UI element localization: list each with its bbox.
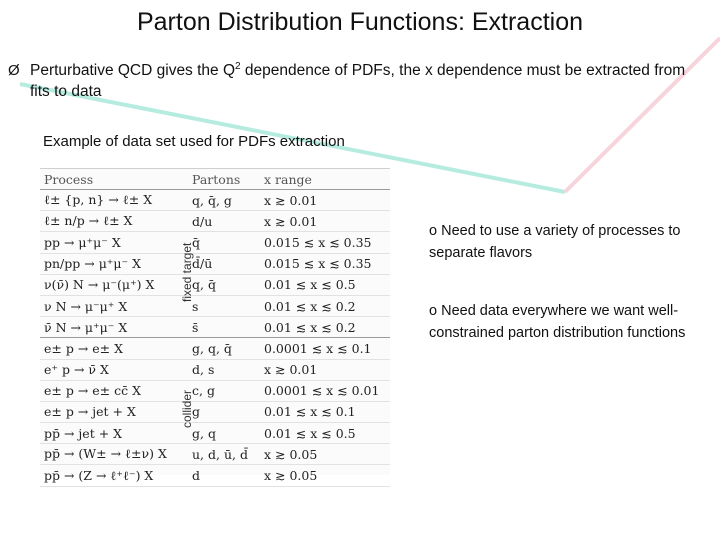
table-caption: Example of data set used for PDFs extraction xyxy=(43,133,345,150)
slide-title: Parton Distribution Functions: Extraction xyxy=(136,8,584,36)
table-row xyxy=(40,253,390,274)
bullet-arrow-icon: Ø xyxy=(8,62,20,79)
cell-process: ν N → μ⁻μ⁺ X xyxy=(40,295,188,316)
cell-process: pp̄ → jet + X xyxy=(40,423,188,444)
table-row xyxy=(40,338,390,359)
column-header-process: Process xyxy=(40,169,188,190)
cell-partons: g, q xyxy=(188,423,260,444)
cell-process: e± p → e± X xyxy=(40,338,188,359)
cell-x-range: 0.01 ≲ x ≲ 0.1 xyxy=(260,401,390,422)
main-bullet xyxy=(8,60,708,102)
cell-partons: d̄/ū xyxy=(188,253,260,274)
cell-x-range: x ≳ 0.01 xyxy=(260,190,390,211)
cell-process: ν̄ N → μ⁺μ⁻ X xyxy=(40,317,188,338)
cell-process: ℓ± {p, n} → ℓ± X xyxy=(40,190,188,211)
cell-x-range: 0.015 ≲ x ≲ 0.35 xyxy=(260,253,390,274)
cell-partons: d, s xyxy=(188,359,260,380)
cell-partons: u, d, ū, d̄ xyxy=(188,444,260,465)
cell-partons: c, g xyxy=(188,380,260,401)
cell-partons: q, q̄ xyxy=(188,274,260,295)
collider-label: collider xyxy=(180,389,194,428)
cell-process: pp̄ → (W± → ℓ±ν) X xyxy=(40,444,188,465)
cell-partons: g, q, q̄ xyxy=(188,338,260,359)
table-row xyxy=(40,359,390,380)
table-row xyxy=(40,401,390,422)
pdf-data-table-image xyxy=(40,168,390,484)
cell-process: e⁺ p → ν̄ X xyxy=(40,359,188,380)
cell-process: pp̄ → (Z → ℓ⁺ℓ⁻) X xyxy=(40,465,188,486)
cell-process: pn/pp → μ⁺μ⁻ X xyxy=(40,253,188,274)
cell-process: pp → μ⁺μ⁻ X xyxy=(40,232,188,253)
table-row xyxy=(40,274,390,295)
cell-x-range: 0.0001 ≲ x ≲ 0.01 xyxy=(260,380,390,401)
cell-x-range: x ≳ 0.01 xyxy=(260,359,390,380)
table-row xyxy=(40,444,390,465)
cell-process: ν(ν̄) N → μ⁻(μ⁺) X xyxy=(40,274,188,295)
cell-partons: q, q̄, g xyxy=(188,190,260,211)
cell-x-range: 0.01 ≲ x ≲ 0.5 xyxy=(260,274,390,295)
side-note-flavors: o Need to use a variety of processes to separate flavors xyxy=(429,223,681,261)
table-row xyxy=(40,295,390,316)
cell-partons: s̄ xyxy=(188,317,260,338)
fixed-target-label: fixed target xyxy=(180,242,194,302)
cell-x-range: x ≳ 0.05 xyxy=(260,444,390,465)
column-header-partons: Partons xyxy=(188,169,260,190)
cell-x-range: 0.01 ≲ x ≲ 0.5 xyxy=(260,423,390,444)
table-row xyxy=(40,423,390,444)
pdf-data-table xyxy=(40,169,390,487)
table-row xyxy=(40,211,390,232)
cell-x-range: x ≳ 0.05 xyxy=(260,465,390,486)
table-row xyxy=(40,190,390,211)
main-bullet-text: Perturbative QCD gives the $Q^2$ dependence of PDFs, the x dependence must be extracted from fits to data xyxy=(30,61,686,100)
cell-x-range: 0.0001 ≲ x ≲ 0.1 xyxy=(260,338,390,359)
cell-x-range: 0.015 ≲ x ≲ 0.35 xyxy=(260,232,390,253)
column-header-x-range: x range xyxy=(260,169,390,190)
cell-partons: g xyxy=(188,401,260,422)
cell-x-range: 0.01 ≲ x ≲ 0.2 xyxy=(260,295,390,316)
table-row xyxy=(40,465,390,486)
table-header-row xyxy=(40,169,390,190)
side-note-coverage: o Need data everywhere we want well-constrained parton distribution functions xyxy=(429,303,686,341)
table-row xyxy=(40,380,390,401)
cell-partons: d/u xyxy=(188,211,260,232)
cell-x-range: x ≳ 0.01 xyxy=(260,211,390,232)
cell-process: e± p → e± cc̄ X xyxy=(40,380,188,401)
cell-process: ℓ± n/p → ℓ± X xyxy=(40,211,188,232)
cell-partons: s xyxy=(188,295,260,316)
cell-x-range: 0.01 ≲ x ≲ 0.2 xyxy=(260,317,390,338)
table-row xyxy=(40,317,390,338)
table-row xyxy=(40,232,390,253)
cell-process: e± p → jet + X xyxy=(40,401,188,422)
cell-partons: q̄ xyxy=(188,232,260,253)
cell-partons: d xyxy=(188,465,260,486)
